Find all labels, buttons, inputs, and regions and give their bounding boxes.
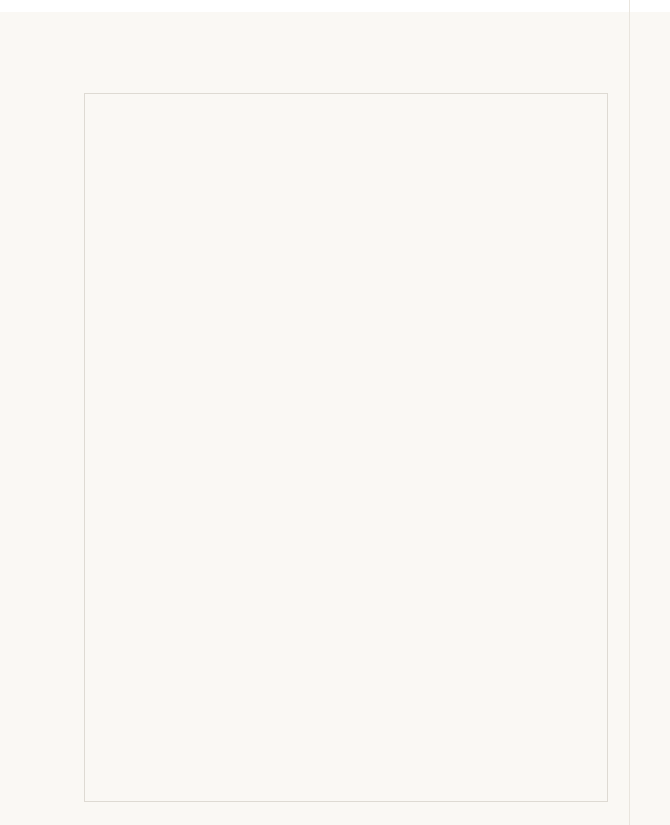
page-fold-line [629,0,630,825]
profile-grid [84,93,608,802]
section-accent-bar [84,74,608,93]
page-top-strip [0,0,670,12]
